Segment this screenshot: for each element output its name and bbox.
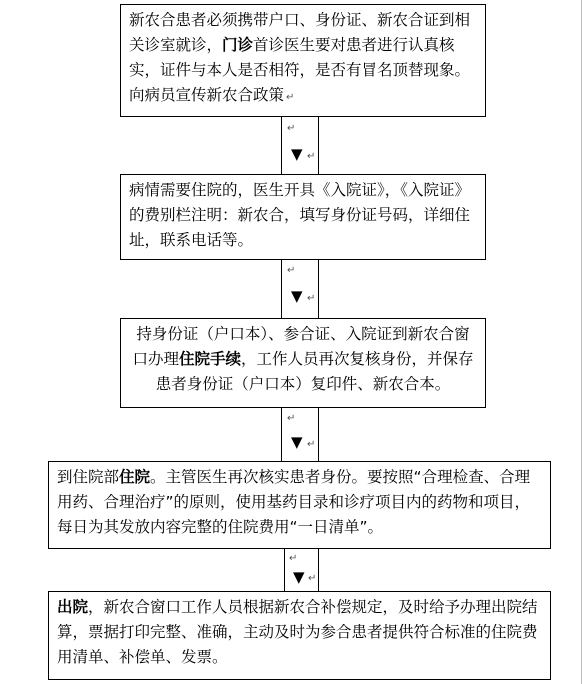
down-arrow-icon: ▼ [291,287,303,305]
step-5-text-bold: 出院 [57,598,89,616]
step-5-text-a: ，新农合窗口工作人员根据新农合补偿规定，及时给予办理出院结算，票据打印完整、准确，主动及时为参合患者提供符合标准的住院费用清单、补偿单、发票。 [57,598,538,666]
step-4-text-a: 到住院部 [57,468,120,486]
step-3-box [120,318,486,408]
step-1-text-a: 新农合患者必须携带户口、身份证、新农合证到相关诊室就诊， [129,11,471,54]
paragraph-mark: ↵ [307,293,316,304]
paragraph-mark: ↵ [308,573,317,584]
paragraph-mark: ↵ [289,553,298,564]
page-edge-line [581,0,582,684]
paragraph-mark: ↵ [307,151,316,162]
paragraph-mark: ↵ [307,439,316,450]
step-1-text-bold: 门诊 [222,36,254,54]
step-3-text-a: 持身份证（户口本）、参合证、入院证到新农合窗口办理 [132,325,470,368]
step-5-box [48,591,551,680]
down-arrow-icon: ▼ [293,568,305,586]
step-4-text-bold: 住院 [119,468,151,486]
step-3-text-b: ，工作人员再次复核身份，并保存患者身份证（户口本）复印件、新农合本。 [155,350,474,393]
step-2-text: 病情需要住院的，医生开具《入院证》，《入院证》的费别栏注明：新农合，填写身份证号码，详细住址，联系电话等。 [129,181,471,249]
paragraph-mark: ↵ [287,265,296,276]
paragraph-mark: ↵ [287,413,296,424]
down-arrow-icon: ▼ [291,145,303,163]
step-4-box [48,461,551,549]
step-3-text-bold: 住院手续 [178,350,241,368]
down-arrow-icon: ▼ [291,433,303,451]
step-2-box [120,174,486,260]
paragraph-mark: ↵ [287,123,296,134]
paragraph-mark: ↵ [286,92,295,103]
step-4-text-b: 。主管医生再次核实患者身份。要按照“合理检查、合理用药、合理治疗”的原则，使用基药目录和诊疗项目内的药物和项目，每日为其发放内容完整的住院费用“一日清单”。 [57,468,531,536]
step-1-box [120,4,486,117]
step-1-text-b: 首诊医生要对患者进行认真核实，证件与本人是否相符，是否有冒名顶替现象。向病员宣传新农合政策 [129,36,471,104]
